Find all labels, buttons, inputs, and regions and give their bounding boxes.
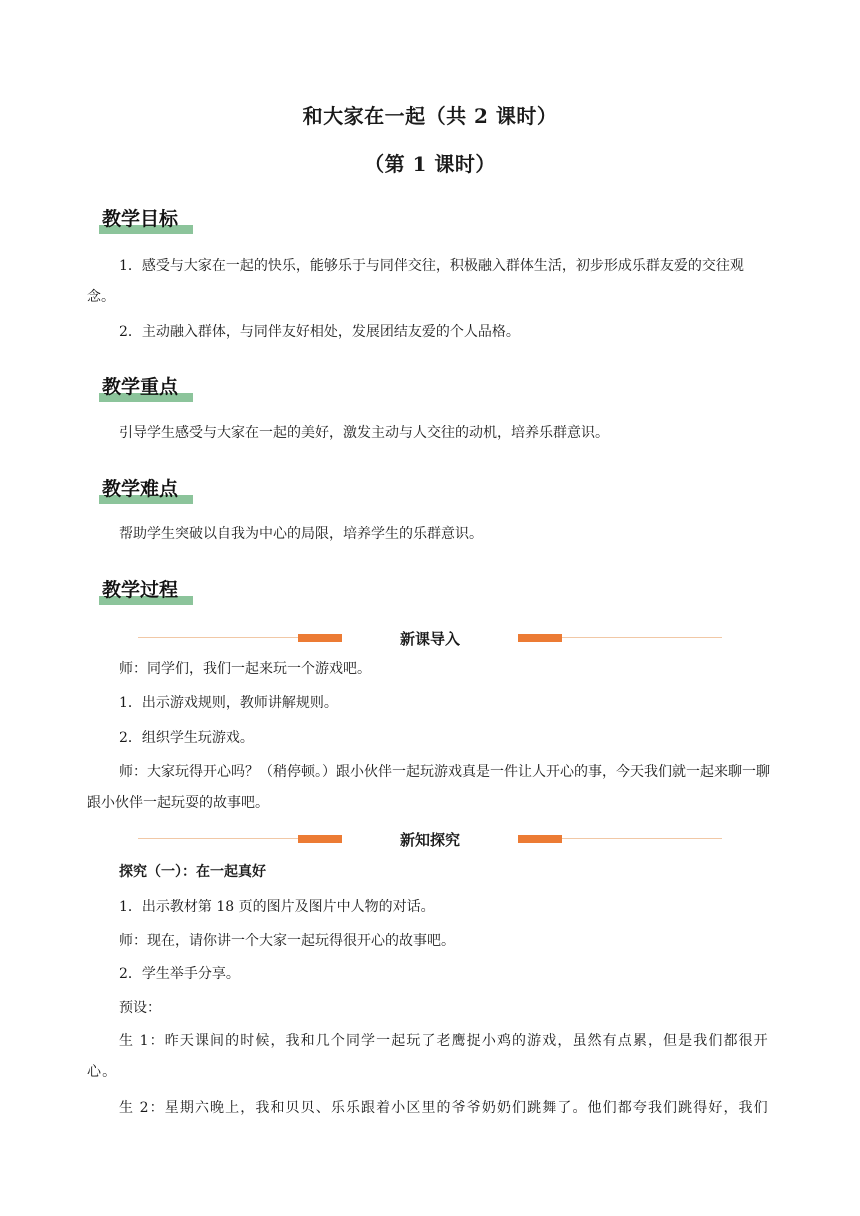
explore-line-2: 师：现在，请你讲一个大家一起玩得很开心的故事吧。 <box>119 933 455 949</box>
divider-block-left <box>298 835 342 843</box>
section-heading-label: 教学难点 <box>102 478 179 500</box>
difficulty-text: 帮助学生突破以自我为中心的局限，培养学生的乐群意识。 <box>119 526 483 542</box>
goal-item-2: 2．主动融入群体，与同伴友好相处，发展团结友爱的个人品格。 <box>119 324 520 340</box>
divider-label: 新课导入 <box>399 630 460 648</box>
divider-line-right <box>562 838 722 839</box>
lesson-subtitle: （第 1 课时） <box>364 152 496 176</box>
intro-line-4: 师：大家玩得开心吗？（稍停顿。）跟小伙伴一起玩游戏真是一件让人开心的事，今天我们就一起来聊一聊跟小伙伴一起玩耍的故事吧。 <box>87 764 770 811</box>
goal-item-1: 1．感受与大家在一起的快乐，能够乐于与同伴交往，积极融入群体生活，初步形成乐群友爱的交往观念。 <box>87 258 744 305</box>
focus-text: 引导学生感受与大家在一起的美好，激发主动与人交往的动机，培养乐群意识。 <box>119 425 609 441</box>
section-heading-label: 教学过程 <box>102 579 179 601</box>
explore-line-5: 生 1：昨天课间的时候，我和几个同学一起玩了老鹰捉小鸡的游戏，虽然有点累，但是我们都很开心。 <box>87 1033 769 1080</box>
explore-line-4: 预设： <box>119 1000 161 1016</box>
divider-label: 新知探究 <box>399 831 460 849</box>
divider-line-right <box>562 637 722 638</box>
divider-block-left <box>298 634 342 642</box>
divider-block-right <box>518 634 562 642</box>
intro-line-1: 师：同学们，我们一起来玩一个游戏吧。 <box>119 661 371 677</box>
intro-line-3: 2．组织学生玩游戏。 <box>119 730 254 746</box>
divider-block-right <box>518 835 562 843</box>
intro-line-2: 1．出示游戏规则，教师讲解规则。 <box>119 695 338 711</box>
divider-intro <box>138 628 722 648</box>
divider-line-left <box>138 637 298 638</box>
explore-subheading: 探究（一）：在一起真好 <box>119 864 266 880</box>
section-heading-label: 教学目标 <box>102 208 179 230</box>
explore-line-6: 生 2：星期六晚上，我和贝贝、乐乐跟着小区里的爷爷奶奶们跳舞了。他们都夸我们跳得好，我们 <box>119 1100 769 1116</box>
explore-line-1: 1．出示教材第 18 页的图片及图片中人物的对话。 <box>119 899 435 915</box>
explore-line-3: 2．学生举手分享。 <box>119 966 240 982</box>
section-heading-label: 教学重点 <box>102 376 179 398</box>
document-title: 和大家在一起（共 2 课时） <box>302 104 558 128</box>
divider-line-left <box>138 838 298 839</box>
divider-explore <box>138 829 722 849</box>
